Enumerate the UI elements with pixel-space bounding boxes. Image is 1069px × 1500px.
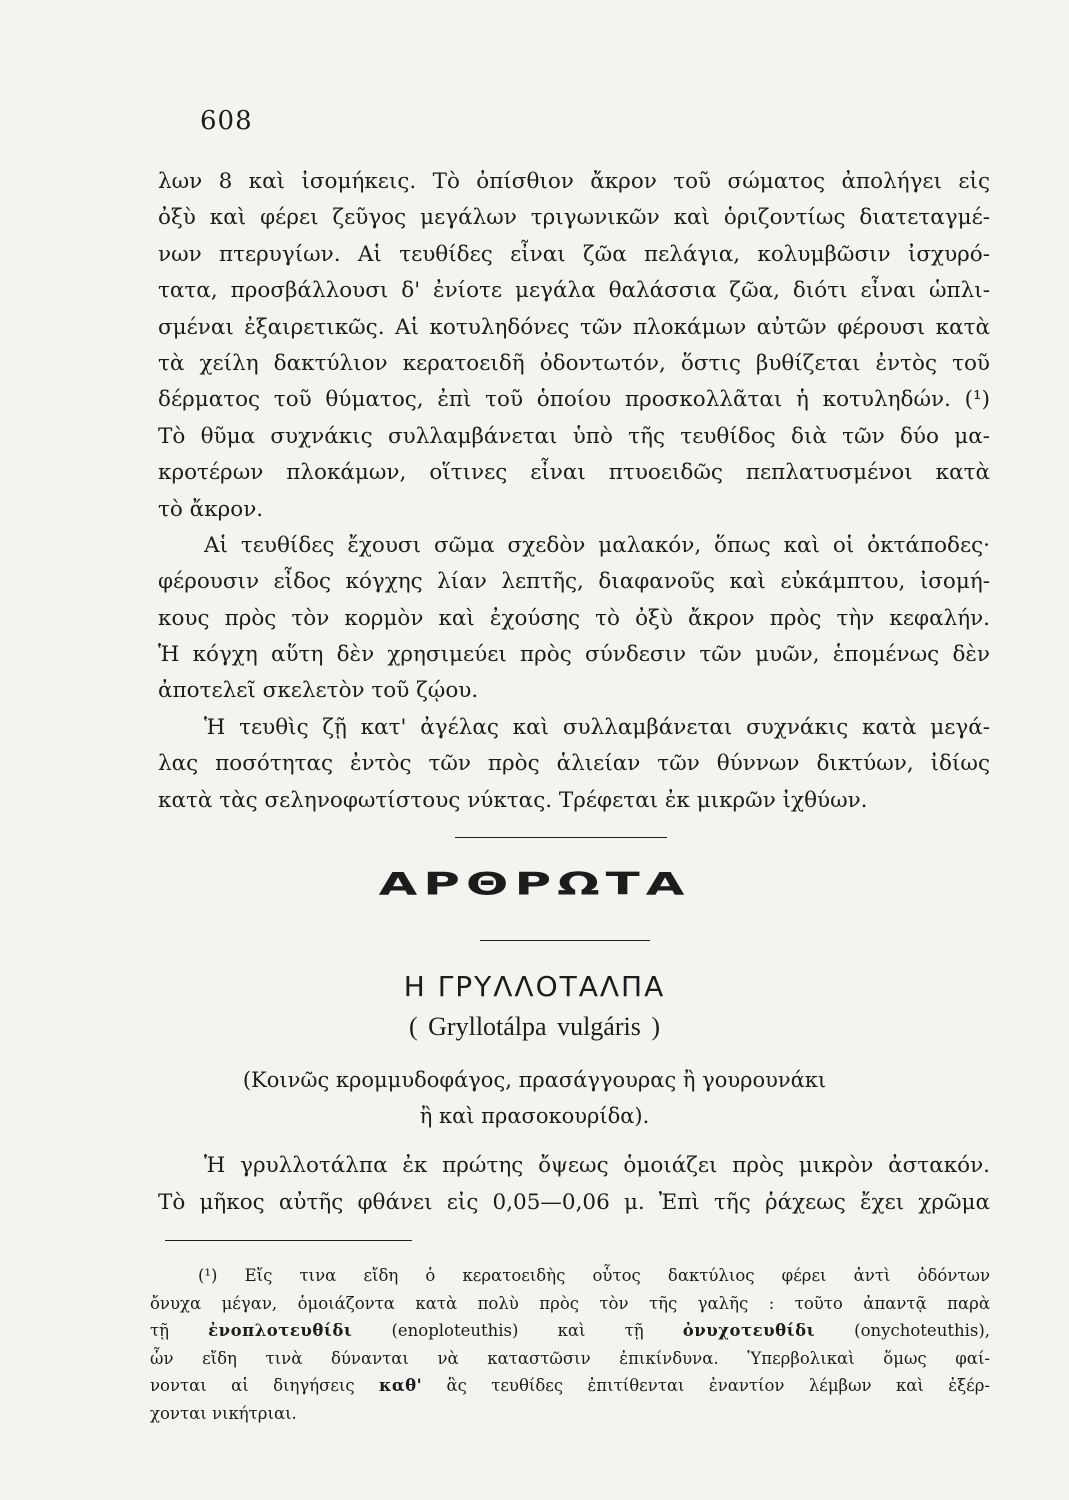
- paragraph-3: [158, 710, 990, 819]
- footnote-text: (onychoteuthis),: [815, 1321, 991, 1340]
- text-line: Ἡ τευθὶς ζῇ κατ' ἀγέλας καὶ συλλαμβάνεται συχνάκις κατὰ μεγά-: [204, 714, 990, 740]
- article-body: [158, 1147, 990, 1221]
- text-line: κους πρὸς τὸν κορμὸν καὶ ἐχούσης τὸ ὀξὺ ἄκρον πρὸς τὴν κεφαλήν.: [158, 605, 990, 631]
- text-line: κατὰ τὰς σεληνοφωτίστους νύκτας. Τρέφεται ἐκ μικρῶν ἰχθύων.: [158, 787, 868, 813]
- text-line: Τὸ θῦμα συχνάκις συλλαμβάνεται ὑπὸ τῆς τευθίδος διὰ τῶν δύο μα-: [158, 423, 990, 449]
- footnote: [150, 1262, 990, 1427]
- text-line: λας ποσότητας ἐντὸς τῶν πρὸς ἁλιείαν τῶν θύννων δικτύων, ἰδίως: [158, 751, 990, 777]
- term-onychoteuthis: ὀνυχοτευθίδι: [682, 1321, 816, 1340]
- footnote-text: τῇ: [150, 1321, 209, 1340]
- text-line: φέρουσιν εἶδος κόγχης λίαν λεπτῆς, διαφανοῦς καὶ εὐκάμπτου, ἰσομή-: [158, 569, 990, 595]
- footnote-line: [150, 1317, 990, 1345]
- footnote-line: ὧν εἴδη τινὰ δύνανται νὰ καταστῶσιν ἐπικίνδυνα. Ὑπερβολικαὶ ὅμως φαί-: [150, 1348, 990, 1368]
- footnote-line: ὄνυχα μέγαν, ὁμοιάζοντα κατὰ πολὺ πρὸς τὸν τῆς γαλῆς : τοῦτο ἀπαντᾷ παρὰ: [150, 1293, 990, 1313]
- main-text: [158, 164, 990, 819]
- text-line: Ἡ γρυλλοτάλπα ἐκ πρώτης ὄψεως ὁμοιάζει πρὸς μικρὸν ἀστακόν.: [204, 1153, 990, 1178]
- text-line: Τὸ μῆκος αὐτῆς φθάνει εἰς 0,05—0,06 μ. Ἐπὶ τῆς ῥάχεως ἔχει χρῶμα: [158, 1190, 990, 1215]
- page-number: 608: [200, 106, 253, 136]
- footnote-text: (enoploteuthis) καὶ τῇ: [352, 1321, 683, 1340]
- article-title: Η ΓΡΥΛΛΟΤΑΛΠΑ: [403, 970, 666, 1003]
- section-title: ΑΡΘΡΩΤΑ: [378, 866, 691, 902]
- text-line: κροτέρων πλοκάμων, οἵτινες εἶναι πτυοειδῶς πεπλατυσμένοι κατὰ: [158, 460, 990, 486]
- term-kath: καθ': [379, 1376, 423, 1395]
- text-line: ἢ καὶ πρασοκουρίδα).: [419, 1104, 650, 1128]
- footnote-rule: [165, 1240, 412, 1241]
- divider-rule: [480, 940, 650, 941]
- text-line: τὰ χείλη δακτύλιον κερατοειδῆ ὀδοντωτόν, ὅστις βυθίζεται ἐντὸς τοῦ: [158, 350, 990, 376]
- footnote-line: [150, 1372, 990, 1400]
- text-line: λων 8 καὶ ἰσομήκεις. Τὸ ὀπίσθιον ἄκρον τοῦ σώματος ἀπολήγει εἰς: [158, 169, 990, 194]
- text-line: δέρματος τοῦ θύματος, ἐπὶ τοῦ ὁποίου προσκολλᾶται ἡ κοτυληδών. (¹): [158, 387, 990, 413]
- text-line: ὀξὺ καὶ φέρει ζεῦγος μεγάλων τριγωνικῶν καὶ ὁριζοντίως διατεταγμέ-: [158, 205, 990, 231]
- text-line: (Κοινῶς κρομμυδοφάγος, πρασάγγουρας ἢ γουρουνάκι: [242, 1068, 827, 1092]
- footnote-text: ἃς τευθίδες ἐπιτίθενται ἐναντίον λέμβων καὶ ἐξέρ-: [422, 1376, 991, 1395]
- footnote-line: χονται νικήτριαι.: [150, 1403, 297, 1423]
- text-line: Ἡ κόγχη αὕτη δὲν χρησιμεύει πρὸς σύνδεσιν τῶν μυῶν, ἑπομένως δὲν: [158, 642, 990, 668]
- latin-name: ( Gryllotálpa vulgáris ): [409, 1012, 660, 1041]
- text-line: νων πτερυγίων. Αἱ τευθίδες εἶναι ζῶα πελάγια, κολυμβῶσιν ἰσχυρό-: [158, 241, 990, 267]
- footnote-text: νονται αἱ διηγήσεις: [150, 1376, 380, 1395]
- text-line: τὸ ἄκρον.: [158, 496, 264, 522]
- text-line: τατα, προσβάλλουσι δ' ἐνίοτε μεγάλα θαλάσσια ζῶα, διότι εἶναι ὡπλι-: [158, 278, 990, 304]
- text-line: σμέναι ἐξαιρετικῶς. Αἱ κοτυληδόνες τῶν πλοκάμων αὐτῶν φέρουσι κατὰ: [158, 314, 990, 340]
- divider-rule: [455, 837, 667, 838]
- footnote-line: (¹) Εἴς τινα εἴδη ὁ κερατοειδὴς οὗτος δακτύλιος φέρει ἀντὶ ὀδόντων: [198, 1266, 990, 1285]
- common-names: [0, 1062, 1069, 1134]
- paragraph-2: [158, 528, 990, 710]
- text-line: ἀποτελεῖ σκελετὸν τοῦ ζῴου.: [158, 678, 479, 704]
- term-enoploteuthis: ἐνοπλοτευθίδι: [208, 1321, 353, 1340]
- paragraph-1: [158, 164, 990, 528]
- text-line: Αἱ τευθίδες ἔχουσι σῶμα σχεδὸν μαλακόν, ὅπως καὶ οἱ ὀκτάποδες·: [204, 532, 990, 558]
